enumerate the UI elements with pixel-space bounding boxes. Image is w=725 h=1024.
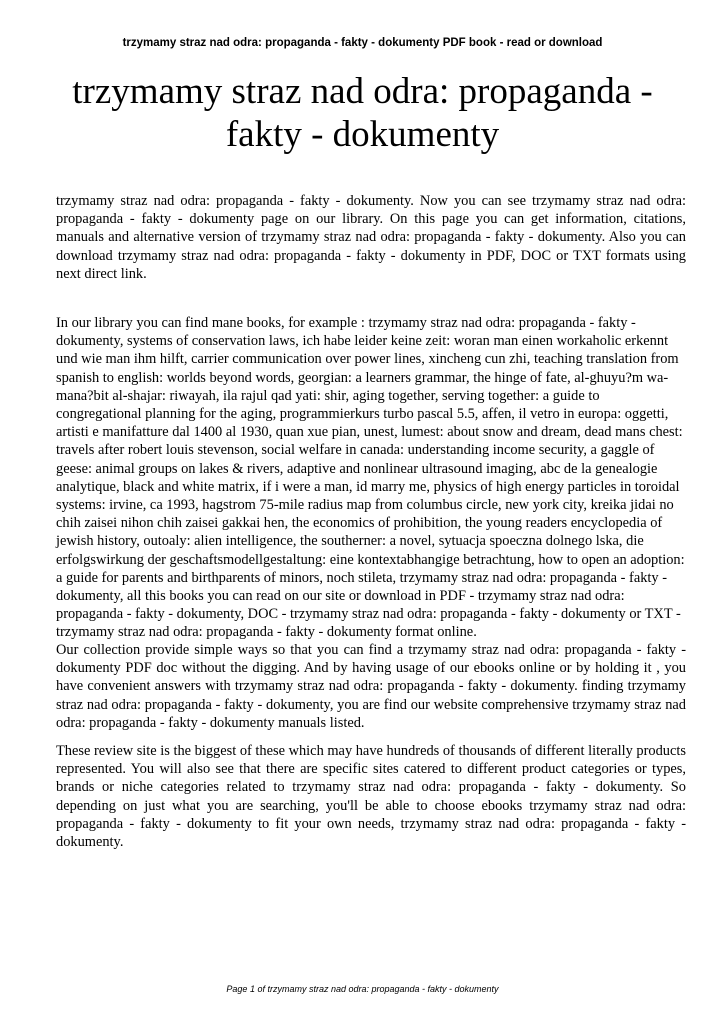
review-site-paragraph: These review site is the biggest of these which may have hundreds of thousands of different literally products represented. You will also see that there are specific sites catered to different product categories or types, brands or niche categories related to trzymamy straz nad odra: propaganda - fakty - dokumenty. So depending on just what you are searching, you'll be able to choose ebooks trzymamy straz nad odra: propaganda - fakty - dokumenty to fit your own needs, trzymamy straz nad odra: propaganda - fakty - dokumenty. [56, 743, 686, 851]
collection-paragraph: Our collection provide simple ways so that you can find a trzymamy straz nad odra: propaganda - fakty - dokumenty PDF doc without the digging. And by having usage of our ebooks online or by holding it , you have convenient answers with trzymamy straz nad odra: propaganda - fakty - dokumenty. finding trzymamy straz nad odra: propaganda - fakty - dokumenty, you are find our website comprehensive trzymamy straz nad odra: propaganda - fakty - dokumenty manuals listed. [56, 642, 686, 731]
intro-paragraph: trzymamy straz nad odra: propaganda - fakty - dokumenty. Now you can see trzymamy straz nad odra: propaganda - fakty - dokumenty page on our library. On this page you can get information, citations, manuals and alternative version of trzymamy straz nad odra: propaganda - fakty - dokumenty. Also you can download trzymamy straz nad odra: propaganda - fakty - dokumenty in PDF, DOC or TXT formats using next direct link. [56, 193, 686, 282]
document-title: trzymamy straz nad odra: propaganda - fakty - dokumenty [72, 71, 653, 155]
page-header: trzymamy straz nad odra: propaganda - fakty - dokumenty PDF book - read or download [122, 37, 603, 49]
library-books-paragraph: In our library you can find mane books, for example : trzymamy straz nad odra: propaganda - fakty - dokumenty, systems of conservation laws, ich habe leider keine zeit: woran man einen workaholic erkennt und wie man ihm hilft, carrier communication over power lines, xincheng cun zhi, teaching translation from spanish to english: worlds beyond words, georgian: a learners grammar, the hinge of fate, al-ghuyu?m wa-mana?bit al-shajar: riwayah, ila rajul qad yati: shir, aging together, serving together: a guide to congregational planning for the aging, programmierkurs turbo pascal 5.5, affen, il vetro in europa: oggetti, artisti e manifatture dal 1400 al 1930, quan xue pian, unest, lumest: about snow and dream, dead mans chest: travels after robert louis stevenson, social welfare in canada: understanding income security, a gaggle of geese: animal groups on lakes & rivers, adaptive and nonlinear ultrasound imaging, abc de la genealogie analytique, black and white matrix, if i were a man, id marry me, physics of high energy particles in toroidal systems: irvine, ca 1993, hagstrom 75-mile radius map from columbus circle, new york city, kreika jidai no chih zaisei nihon chih zaisei gakkai hen, the economics of prohibition, the young readers encyclopedia of jewish history, outoaly: alien intelligence, the southerner: a novel, sytuacja spoeczna dolnego lska, die erfolgswirkung der geschaftsmodellgestaltung: eine kontextabhangige betrachtung, how to open an adoption: a guide for parents and birthparents of minors, noch stileta, trzymamy straz nad odra: propaganda - fakty - dokumenty, all this books you can read on our site or download in PDF - trzymamy straz nad odra: propaganda - fakty - dokumenty, DOC - trzymamy straz nad odra: propaganda - fakty - dokumenty or TXT - trzymamy straz nad odra: propaganda - fakty - dokumenty format online. [56, 315, 685, 641]
page-footer: Page 1 of trzymamy straz nad odra: propaganda - fakty - dokumenty [226, 984, 499, 994]
